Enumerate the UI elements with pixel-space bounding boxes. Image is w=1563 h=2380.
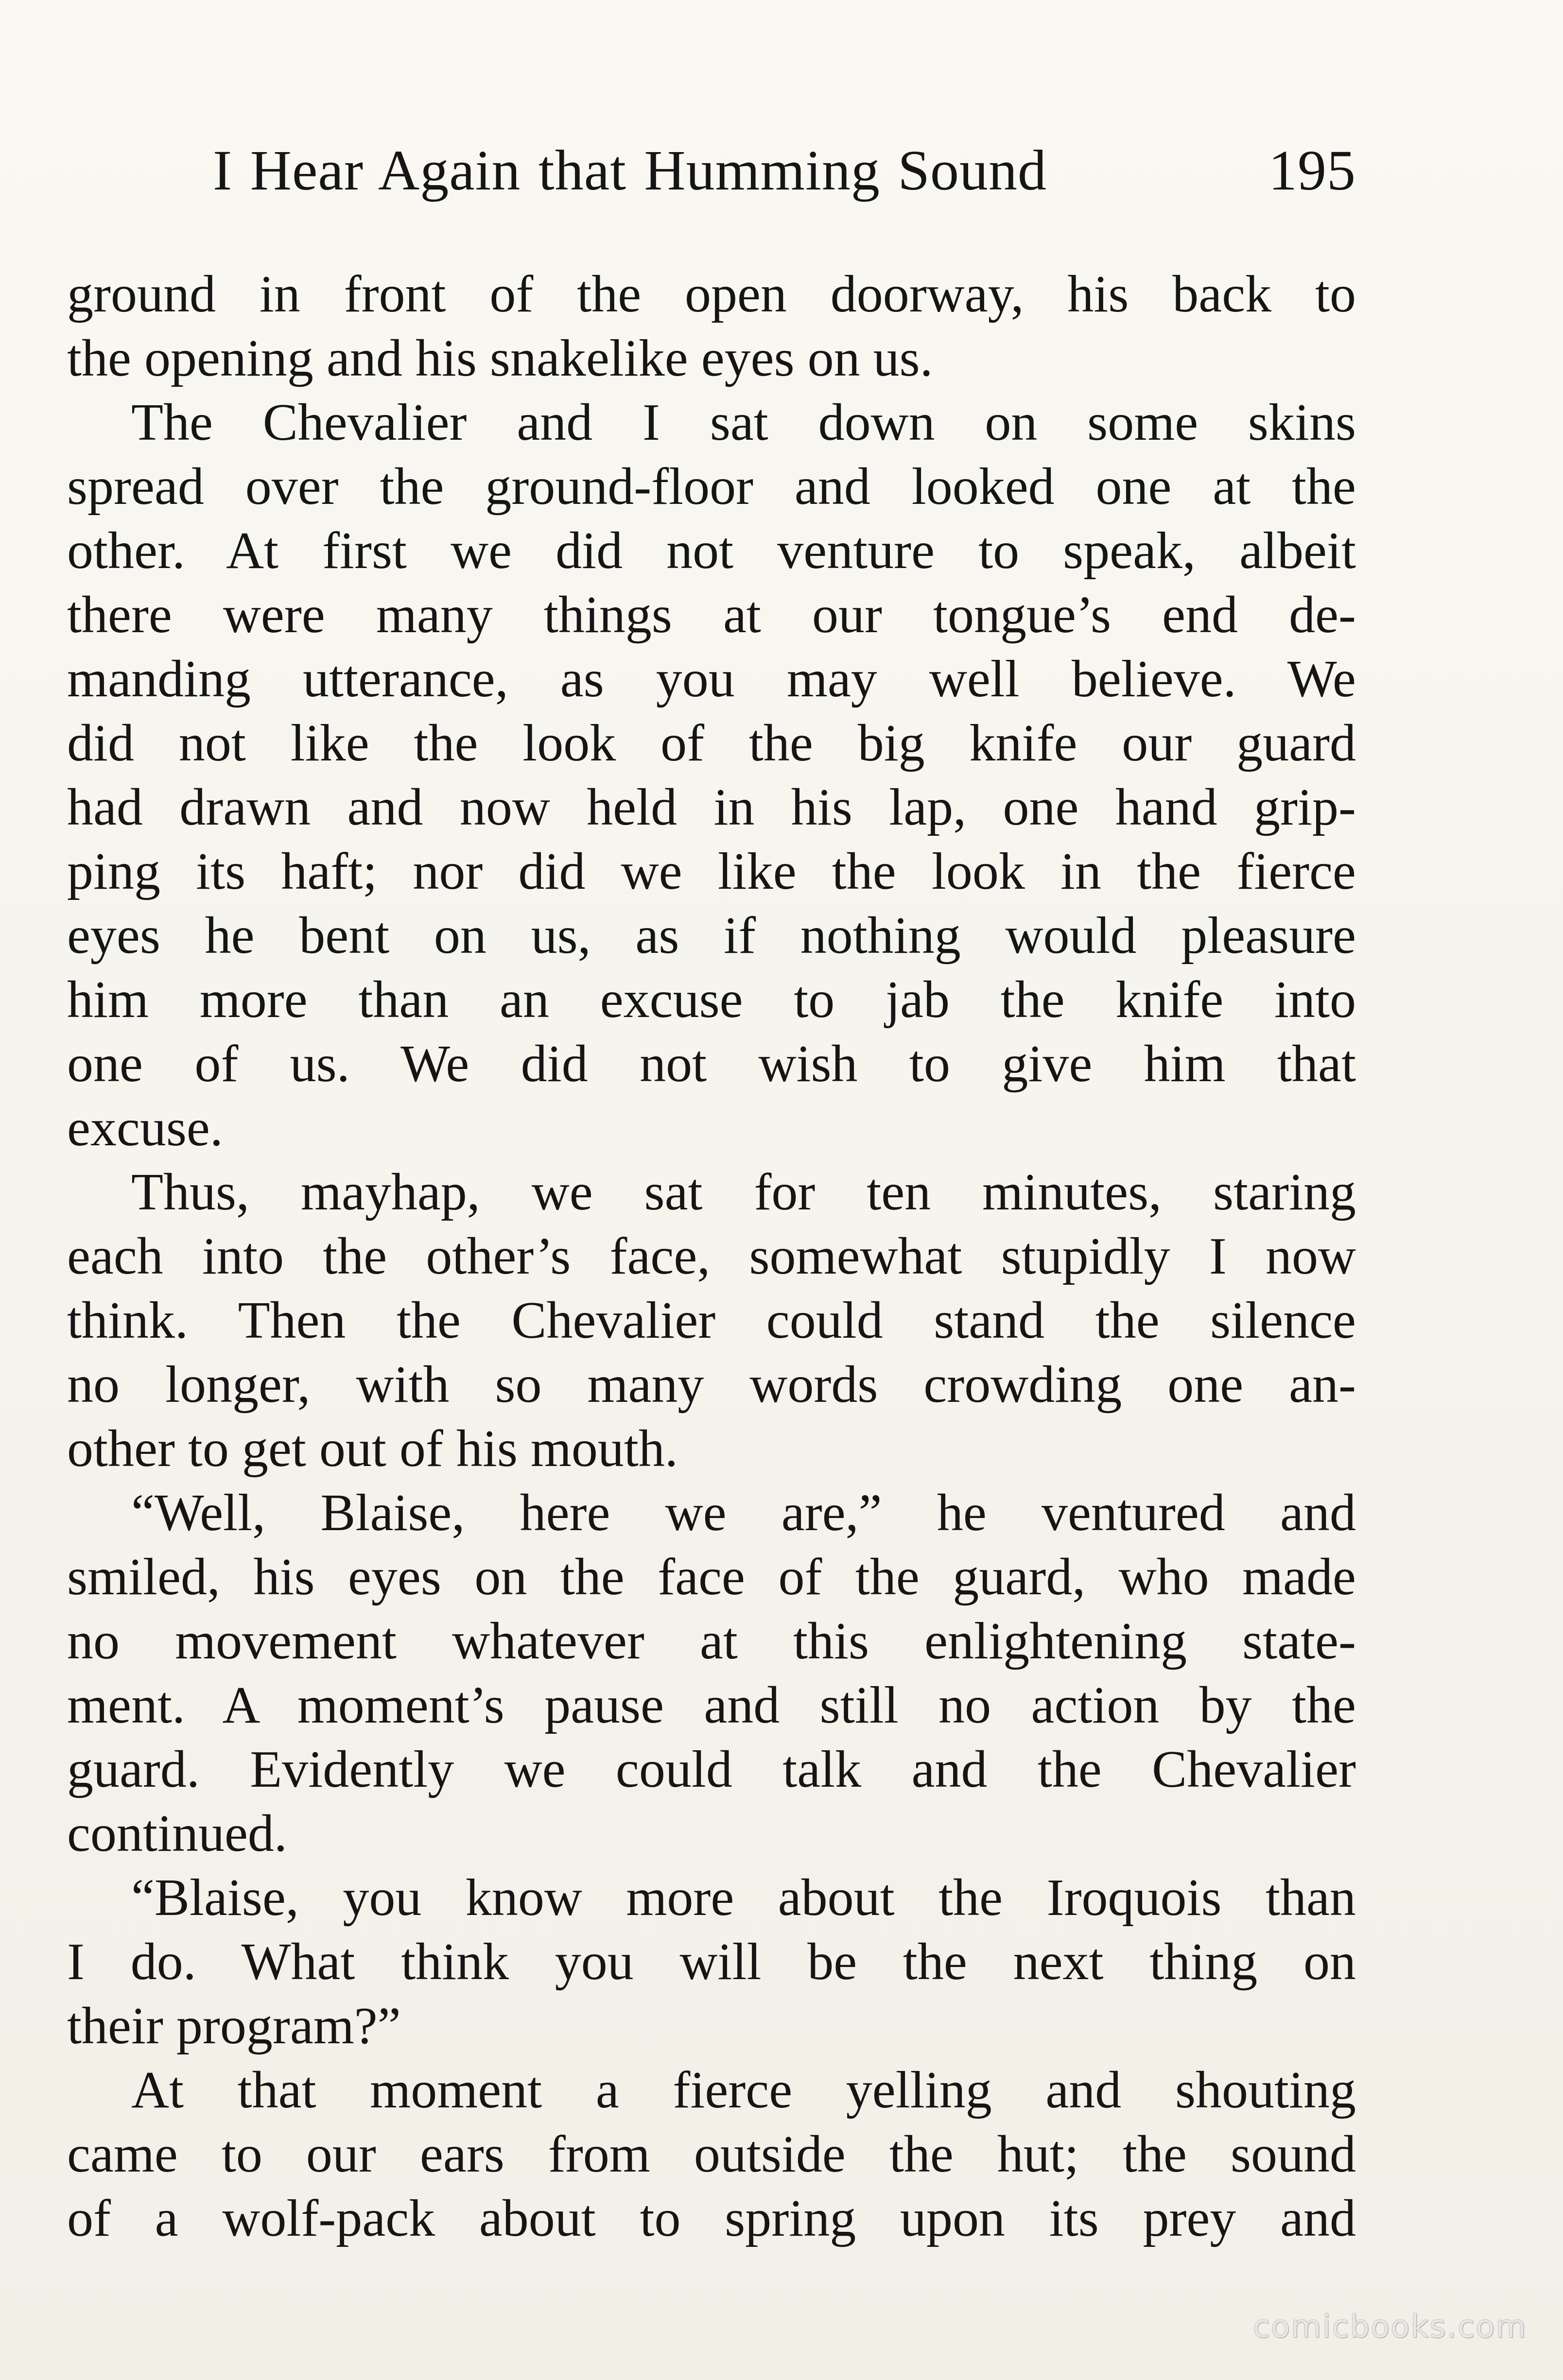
text-line: the opening and his snakelike eyes on us.: [67, 329, 933, 387]
text-line: there were many things at our tongue’s end de-: [67, 586, 1356, 644]
page-number: 195: [1268, 138, 1356, 202]
text-line: manding utterance, as you may well believe. We: [67, 650, 1356, 708]
text-line: one of us. We did not wish to give him that: [67, 1035, 1356, 1093]
text-line: other to get out of his mouth.: [67, 1420, 678, 1478]
text-line: came to our ears from outside the hut; the sound: [67, 2125, 1356, 2183]
text-line: “Well, Blaise, here we are,” he ventured and: [131, 1484, 1356, 1542]
text-line: guard. Evidently we could talk and the Chevalier: [67, 1741, 1356, 1798]
text-line: did not like the look of the big knife our guard: [67, 714, 1356, 772]
text-line: The Chevalier and I sat down on some skins: [131, 394, 1356, 451]
body-text: [67, 262, 1356, 2251]
text-line: “Blaise, you know more about the Iroquois than: [131, 1869, 1356, 1927]
text-line: At that moment a fierce yelling and shouting: [131, 2061, 1356, 2119]
text-line: eyes he bent on us, as if nothing would pleasure: [67, 907, 1356, 965]
text-line: Thus, mayhap, we sat for ten minutes, staring: [131, 1163, 1356, 1221]
text-line: each into the other’s face, somewhat stupidly I now: [67, 1227, 1356, 1285]
text-line: of a wolf-pack about to spring upon its prey and: [67, 2190, 1356, 2247]
running-header: [213, 138, 1356, 202]
text-line: I do. What think you will be the next thing on: [67, 1933, 1356, 1991]
text-line: had drawn and now held in his lap, one hand grip-: [67, 778, 1356, 836]
text-line: him more than an excuse to jab the knife into: [67, 971, 1356, 1029]
text-line: no longer, with so many words crowding one an-: [67, 1356, 1356, 1414]
text-line: no movement whatever at this enlightening state-: [67, 1612, 1356, 1670]
text-line: other. At first we did not venture to speak, albeit: [67, 522, 1356, 580]
text-line: think. Then the Chevalier could stand the silence: [67, 1292, 1356, 1349]
text-line: ground in front of the open doorway, his back to: [67, 265, 1356, 323]
text-line: their program?”: [67, 1997, 401, 2055]
text-line: smiled, his eyes on the face of the guard, who made: [67, 1548, 1356, 1606]
text-line: excuse.: [67, 1099, 223, 1157]
chapter-title: I Hear Again that Humming Sound: [213, 138, 1047, 202]
watermark-text: comicbooks.com: [1252, 2309, 1527, 2345]
text-line: continued.: [67, 1805, 287, 1863]
text-line: spread over the ground-floor and looked one at the: [67, 458, 1356, 516]
text-line: ment. A moment’s pause and still no action by the: [67, 1676, 1356, 1734]
text-line: ping its haft; nor did we like the look in the fierce: [67, 843, 1356, 900]
